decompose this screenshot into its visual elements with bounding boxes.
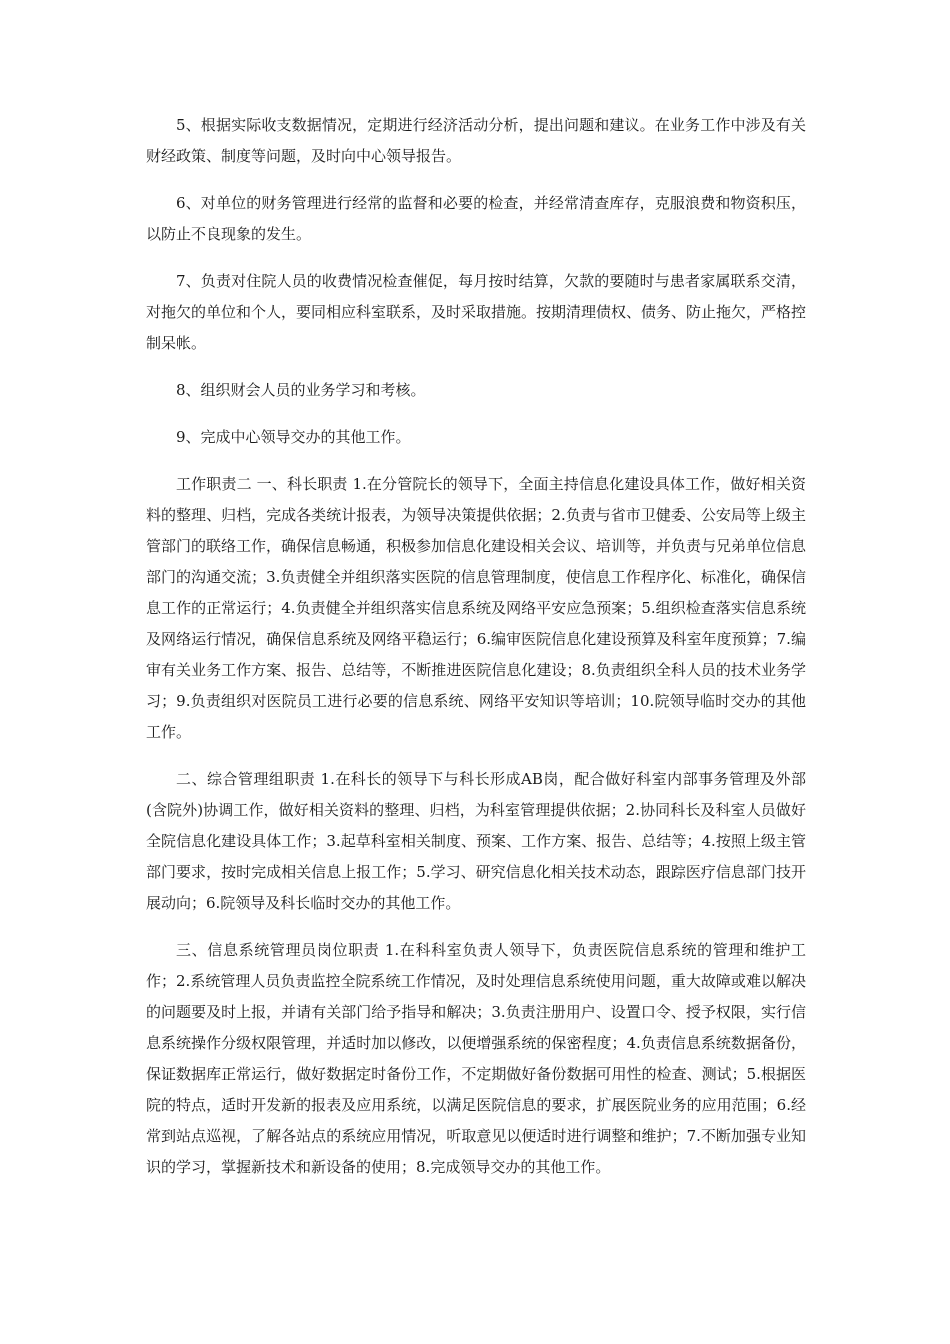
paragraph-item-9: 9、完成中心领导交办的其他工作。 [176,428,411,446]
paragraph-section-management-group: 二、综合管理组职责 1.在科长的领导下与科长形成AB岗，配合做好科室内部事务管理及外部(含院外)协调工作，做好相关资料的整理、归档，为科室管理提供依据；2.协同科长及科室人员做好全院信息化建设具体工作；3.起草科室相关制度、预案、工作方案、报告、总结等；4.按照上级主管部门要求，按时完成相关信息上报工作；5.学习、研究信息化相关技术动态，跟踪医疗信息部门技开展动向；6.院领导及科长临时交办的其他工作。 [146,770,806,912]
document-body [146,110,806,1199]
paragraph-item-8: 8、组织财会人员的业务学习和考核。 [176,381,426,399]
paragraph-item-7: 7、负责对住院人员的收费情况检查催促，每月按时结算，欠款的要随时与患者家属联系交清，对拖欠的单位和个人，要同相应科室联系，及时采取措施。按期清理债权、债务、防止拖欠，严格控制呆帐。 [146,272,807,352]
paragraph-item-5: 5、根据实际收支数据情况，定期进行经济活动分析，提出问题和建议。在业务工作中涉及有关财经政策、制度等问题，及时向中心领导报告。 [146,116,806,165]
paragraph-section-chief-duties: 工作职责二 一、科长职责 1.在分管院长的领导下，全面主持信息化建设具体工作，做好相关资料的整理、归档，完成各类统计报表，为领导决策提供依据；2.负责与省市卫健委、公安局等上级主管部门的联络工作，确保信息畅通，积极参加信息化建设相关会议、培训等，并负责与兄弟单位信息部门的沟通交流；3.负责健全并组织落实医院的信息管理制度，使信息工作程序化、标准化，确保信息工作的正常运行；4.负责健全并组织落实信息系统及网络平安应急预案；5.组织检查落实信息系统及网络运行情况，确保信息系统及网络平稳运行；6.编审医院信息化建设预算及科室年度预算；7.编审有关业务工作方案、报告、总结等，不断推进医院信息化建设；8.负责组织全科人员的技术业务学习；9.负责组织对医院员工进行必要的信息系统、网络平安知识等培训；10.院领导临时交办的其他工作。 [146,475,807,741]
paragraph-item-6: 6、对单位的财务管理进行经常的监督和必要的检查，并经常清查库存，克服浪费和物资积压，以防止不良现象的发生。 [146,194,806,243]
paragraph-section-system-admin: 三、信息系统管理员岗位职责 1.在科科室负责人领导下，负责医院信息系统的管理和维护工作；2.系统管理人员负责监控全院系统工作情况，及时处理信息系统使用问题，重大故障或难以解决的问题要及时上报，并请有关部门给予指导和解决；3.负责注册用户、设置口令、授予权限，实行信息系统操作分级权限管理，并适时加以修改，以便增强系统的保密程度；4.负责信息系统数据备份，保证数据库正常运行，做好数据定时备份工作，不定期做好备份数据可用性的检查、测试；5.根据医院的特点，适时开发新的报表及应用系统，以满足医院信息的要求，扩展医院业务的应用范围；6.经常到站点巡视，了解各站点的系统应用情况，听取意见以便适时进行调整和维护；7.不断加强专业知识的学习，掌握新技术和新设备的使用；8.完成领导交办的其他工作。 [146,941,806,1176]
